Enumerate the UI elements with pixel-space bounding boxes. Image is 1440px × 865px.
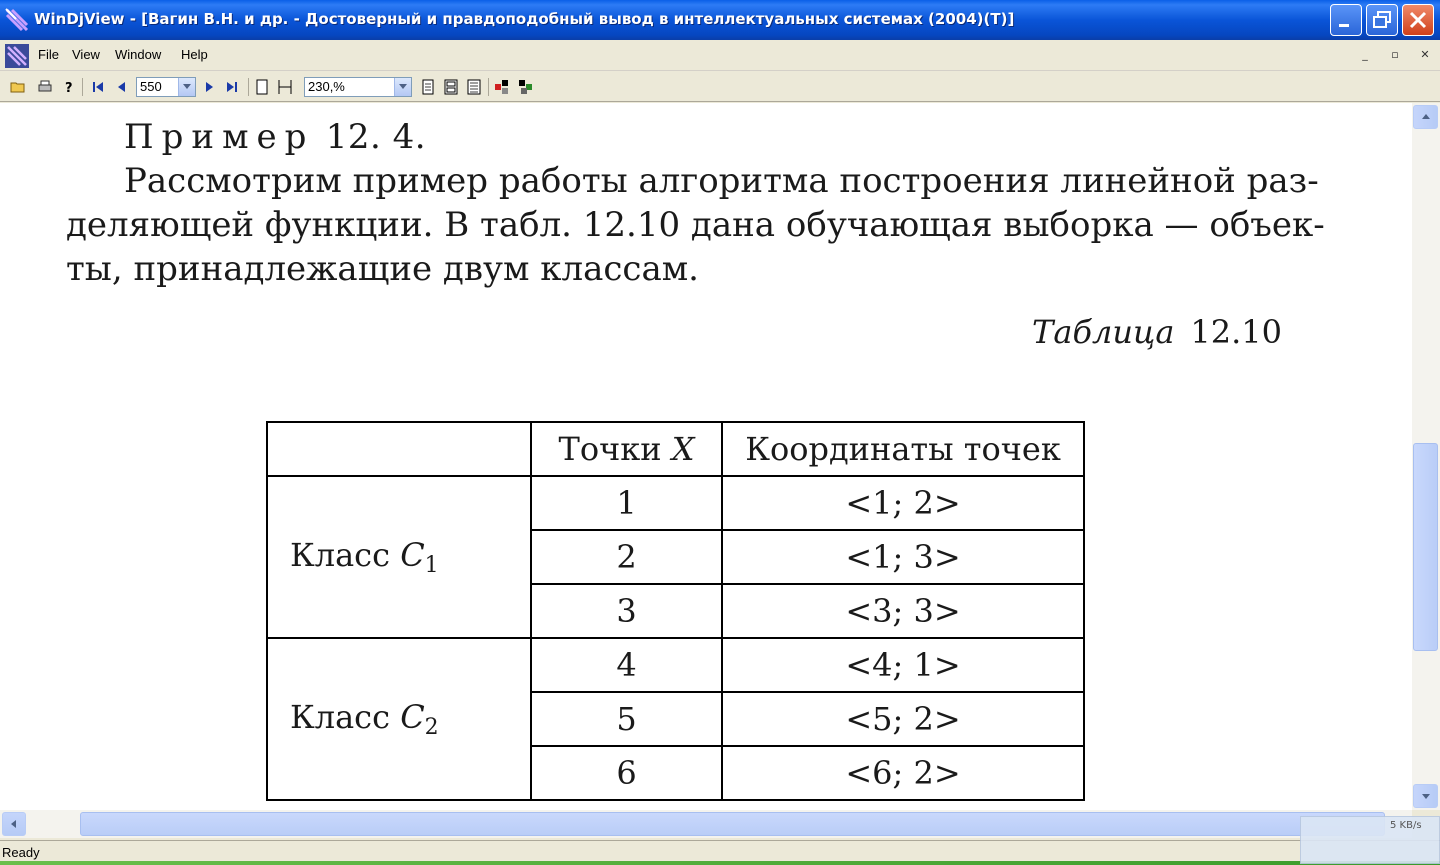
close-button[interactable] [1402,4,1434,36]
taskbar-strip [0,861,1440,865]
vertical-scrollbar[interactable] [1412,103,1440,810]
zoom-value: 230,% [308,79,345,94]
vertical-scroll-thumb[interactable] [1413,443,1438,651]
chevron-down-icon[interactable] [394,78,411,96]
display-mask-icon[interactable] [518,79,534,95]
restore-icon [1367,5,1397,35]
document-icon[interactable] [4,43,30,69]
svg-text:?: ? [65,81,73,95]
menu-help[interactable]: Help [181,47,208,62]
restore-button[interactable] [1366,4,1398,36]
last-page-icon[interactable] [224,79,240,95]
scroll-left-button[interactable] [2,812,26,836]
point-cell: 2 [531,530,722,584]
minimize-icon [1331,5,1361,35]
mdi-minimize-button[interactable]: _ [1362,48,1368,61]
coords-cell: <1; 3> [722,530,1084,584]
toolbar-separator [488,78,489,96]
table-row [267,476,1084,530]
text-line: ты, принадлежащие двум классам. [66,249,699,289]
menu-window[interactable]: Window [115,47,162,62]
coords-cell: <1; 2> [722,476,1084,530]
point-cell: 4 [531,638,722,692]
point-cell: 5 [531,692,722,746]
fit-width-icon[interactable] [277,79,293,95]
page-number-combo[interactable] [136,77,196,97]
coords-cell: <4; 1> [722,638,1084,692]
network-speed: 5 KB/s [1390,820,1422,831]
chevron-down-icon[interactable] [178,78,195,96]
open-folder-icon[interactable] [10,79,26,95]
continuous-page-icon[interactable] [443,79,459,95]
table-header-row [267,422,1084,476]
coords-cell: <5; 2> [722,692,1084,746]
page-number-value: 550 [140,79,162,94]
menu-view[interactable]: View [72,47,100,62]
first-page-icon[interactable] [90,79,106,95]
menu-bar [0,40,1440,71]
toolbar-separator [248,78,249,96]
single-page-icon[interactable] [420,79,436,95]
class-c2-cell: Класс $C_2$ [267,638,531,800]
minimize-button[interactable] [1330,4,1362,36]
point-cell: 6 [531,746,722,800]
point-cell: 1 [531,476,722,530]
table-header-empty [267,422,531,476]
table-caption [1032,313,1282,351]
example-heading [124,117,426,157]
status-bar [0,840,1440,864]
example-number: 12. 4. [325,117,427,157]
scroll-down-button[interactable] [1413,784,1438,808]
fit-page-icon[interactable] [254,79,270,95]
title-bar [0,0,1440,40]
point-cell: 3 [531,584,722,638]
display-color-icon[interactable] [494,79,510,95]
windjview-app-icon[interactable] [4,7,30,33]
window-title: WinDjView - [Вагин В.Н. и др. - Достоверный и правдоподобный вывод в интеллектуальных системах (2004)(T)] [34,10,1015,28]
table-caption-number: 12.10 [1190,313,1282,351]
horizontal-scroll-thumb[interactable] [80,812,1385,836]
facing-pages-icon[interactable] [466,79,482,95]
next-page-icon[interactable] [201,79,217,95]
mdi-restore-button[interactable]: ▫ [1391,48,1399,61]
data-table [266,421,1085,801]
menu-file[interactable]: File [38,47,59,62]
example-prefix: Пример [124,117,315,157]
mdi-close-button[interactable]: ✕ [1420,48,1430,61]
table-row [267,638,1084,692]
scroll-up-button[interactable] [1413,105,1438,129]
close-icon [1403,5,1433,35]
help-icon[interactable] [61,79,77,95]
zoom-combo[interactable] [304,77,412,97]
toolbar [0,72,1440,102]
coords-cell: <3; 3> [722,584,1084,638]
print-icon[interactable] [37,79,53,95]
text-line: Рассмотрим пример работы алгоритма построения линейной раз- [124,161,1319,201]
horizontal-scrollbar[interactable] [0,810,1412,838]
status-text: Ready [2,845,40,860]
coords-cell: <6; 2> [722,746,1084,800]
previous-page-icon[interactable] [114,79,130,95]
toolbar-separator [82,78,83,96]
table-header-coords: Координаты точек [722,422,1084,476]
class-c1-cell: Класс $C_1$ [267,476,531,638]
table-header-points: Точки X [531,422,722,476]
table-caption-word: Таблица [1032,313,1175,351]
document-page-view[interactable] [0,103,1412,810]
text-line: деляющей функции. В табл. 12.10 дана обучающая выборка — объек- [66,205,1325,245]
